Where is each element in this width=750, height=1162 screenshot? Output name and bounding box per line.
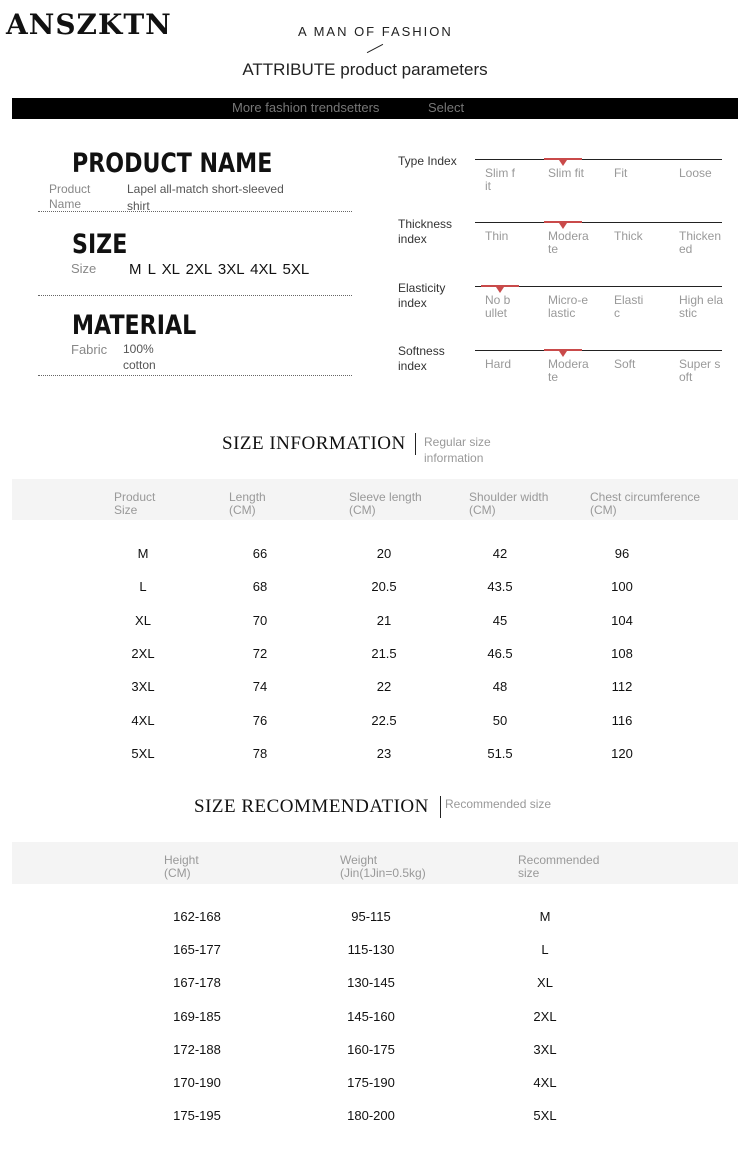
size-info-cell: 20.5 bbox=[371, 579, 397, 595]
size-info-cell: 66 bbox=[252, 546, 268, 561]
index-option: Elastic bbox=[614, 293, 644, 320]
size-rec-column-header: Recommended size bbox=[518, 853, 600, 880]
size-info-title: SIZE INFORMATION bbox=[222, 433, 406, 454]
fabric-label: Fabric bbox=[71, 342, 108, 357]
size-rec-cell: 175-190 bbox=[347, 1075, 395, 1090]
size-rec-cell: 162-168 bbox=[173, 909, 221, 924]
size-info-cell: 23 bbox=[376, 745, 392, 761]
size-info-cell: 42 bbox=[492, 546, 508, 561]
index-option: Slim fit bbox=[548, 166, 584, 180]
size-info-cell: 108 bbox=[611, 645, 633, 661]
size-info-cell: 72 bbox=[252, 645, 268, 661]
size-rec-cell: 4XL bbox=[533, 1075, 557, 1090]
size-info-cell: 48 bbox=[492, 679, 508, 695]
size-info-cell: 74 bbox=[252, 679, 268, 695]
size-rec-cell: 160-175 bbox=[347, 1041, 395, 1057]
size-info-cell: 96 bbox=[614, 546, 630, 561]
index-option: Slim fit bbox=[485, 166, 515, 193]
size-info-cell: 2XL bbox=[131, 645, 155, 661]
size-rec-cell: 169-185 bbox=[173, 1008, 221, 1024]
size-info-cell: M bbox=[137, 546, 149, 561]
bar-text-select: Select bbox=[428, 100, 465, 115]
tagline-slash-decoration bbox=[367, 44, 383, 53]
size-info-cell: 116 bbox=[611, 712, 633, 728]
size-rec-cell: 172-188 bbox=[173, 1041, 221, 1057]
index-option: High elastic bbox=[679, 293, 724, 320]
size-rec-column-header: Weight (Jin(1Jin=0.5kg) bbox=[340, 853, 426, 880]
index-label: Elasticity index bbox=[398, 281, 446, 310]
size-info-subtitle: Regular size information bbox=[424, 435, 491, 465]
size-label: Size bbox=[71, 261, 97, 276]
size-info-cell: 46.5 bbox=[487, 645, 513, 661]
size-info-column-header: Sleeve length (CM) bbox=[349, 490, 422, 517]
section-divider bbox=[415, 433, 416, 455]
size-info-cell: 45 bbox=[492, 612, 508, 628]
size-info-cell: 22.5 bbox=[371, 712, 397, 728]
size-rec-cell: 5XL bbox=[533, 1108, 557, 1124]
bar-text-trendsetters: More fashion trendsetters bbox=[232, 100, 380, 115]
size-info-cell: 21.5 bbox=[371, 645, 397, 661]
size-rec-cell: L bbox=[541, 942, 549, 958]
size-info-column-header: Chest circumference (CM) bbox=[590, 490, 701, 517]
index-label: Softness index bbox=[398, 344, 445, 373]
size-info-cell: 50 bbox=[492, 712, 508, 728]
index-option: Thin bbox=[485, 229, 509, 243]
size-info-cell: 78 bbox=[252, 745, 268, 761]
brand-logo: ANSZKTN bbox=[6, 8, 172, 41]
size-rec-cell: XL bbox=[537, 975, 553, 991]
divider-dotted bbox=[38, 295, 352, 296]
size-info-cell: 5XL bbox=[131, 745, 155, 761]
size-info-cell: 4XL bbox=[131, 712, 155, 728]
index-option: Moderate bbox=[548, 229, 589, 256]
index-option: Super soft bbox=[679, 357, 721, 384]
size-info-cell: 104 bbox=[611, 612, 633, 628]
size-rec-cell: 175-195 bbox=[173, 1108, 221, 1124]
index-label: Type Index bbox=[398, 154, 457, 168]
size-info-column-header: Length (CM) bbox=[229, 490, 266, 517]
index-label: Thickness index bbox=[398, 217, 453, 246]
size-info-cell: 120 bbox=[611, 745, 633, 761]
size-rec-column-header: Height (CM) bbox=[164, 853, 199, 880]
index-option: Fit bbox=[614, 166, 628, 180]
size-rec-cell: 167-178 bbox=[173, 975, 221, 991]
size-rec-cell: 165-177 bbox=[173, 942, 221, 958]
size-rec-title: SIZE RECOMMENDATION bbox=[194, 796, 429, 817]
product-name-label: Product Name bbox=[49, 182, 91, 211]
index-option: Thick bbox=[614, 229, 643, 243]
index-line bbox=[475, 159, 722, 160]
index-option: Thickened bbox=[679, 229, 722, 256]
size-heading: SIZE bbox=[72, 229, 128, 260]
size-info-cell: 76 bbox=[252, 712, 268, 728]
product-name-value: Lapel all-match short-sleeved shirt bbox=[127, 182, 284, 213]
size-rec-subtitle: Recommended size bbox=[445, 797, 552, 811]
size-info-cell: 100 bbox=[611, 579, 633, 595]
size-rec-cell: 115-130 bbox=[347, 942, 395, 958]
index-line bbox=[475, 222, 722, 223]
tagline: A MAN OF FASHION bbox=[298, 24, 453, 39]
size-info-cell: XL bbox=[135, 612, 151, 628]
size-rec-cell: M bbox=[539, 909, 551, 924]
index-option: Hard bbox=[485, 357, 512, 371]
size-info-cell: 20 bbox=[376, 546, 392, 561]
divider-dotted bbox=[38, 375, 352, 376]
size-info-cell: 21 bbox=[376, 612, 392, 628]
size-rec-cell: 95-115 bbox=[351, 909, 391, 924]
size-rec-cell: 2XL bbox=[533, 1008, 557, 1024]
section-divider bbox=[440, 796, 441, 818]
index-option: Soft bbox=[614, 357, 636, 371]
size-rec-cell: 170-190 bbox=[173, 1075, 221, 1090]
divider-dotted bbox=[38, 211, 352, 212]
size-rec-cell: 145-160 bbox=[347, 1008, 395, 1024]
product-name-heading: PRODUCT NAME bbox=[72, 148, 273, 179]
index-line bbox=[475, 350, 722, 351]
size-info-cell: 68 bbox=[252, 579, 268, 595]
material-heading: MATERIAL bbox=[72, 310, 197, 341]
attribute-title: ATTRIBUTE product parameters bbox=[242, 60, 488, 79]
size-rec-cell: 180-200 bbox=[347, 1108, 395, 1124]
size-info-column-header: Shoulder width (CM) bbox=[469, 490, 549, 517]
size-info-cell: 22 bbox=[376, 679, 392, 695]
fabric-value: 100% cotton bbox=[123, 342, 156, 372]
size-rec-cell: 130-145 bbox=[347, 975, 395, 991]
index-option: No bullet bbox=[485, 293, 511, 320]
size-rec-cell: 3XL bbox=[533, 1041, 557, 1057]
size-info-cell: 51.5 bbox=[487, 745, 513, 761]
index-option: Loose bbox=[679, 166, 712, 180]
size-info-cell: 3XL bbox=[131, 679, 155, 695]
index-option: Micro-elastic bbox=[548, 293, 589, 320]
size-info-cell: 43.5 bbox=[487, 579, 513, 595]
size-info-cell: 70 bbox=[252, 612, 268, 628]
size-info-column-header: Product Size bbox=[114, 490, 156, 517]
size-info-cell: L bbox=[139, 579, 147, 595]
size-info-cell: 112 bbox=[611, 679, 633, 695]
size-value: M L XL 2XL 3XL 4XL 5XL bbox=[129, 261, 310, 278]
index-option: Moderate bbox=[548, 357, 589, 384]
